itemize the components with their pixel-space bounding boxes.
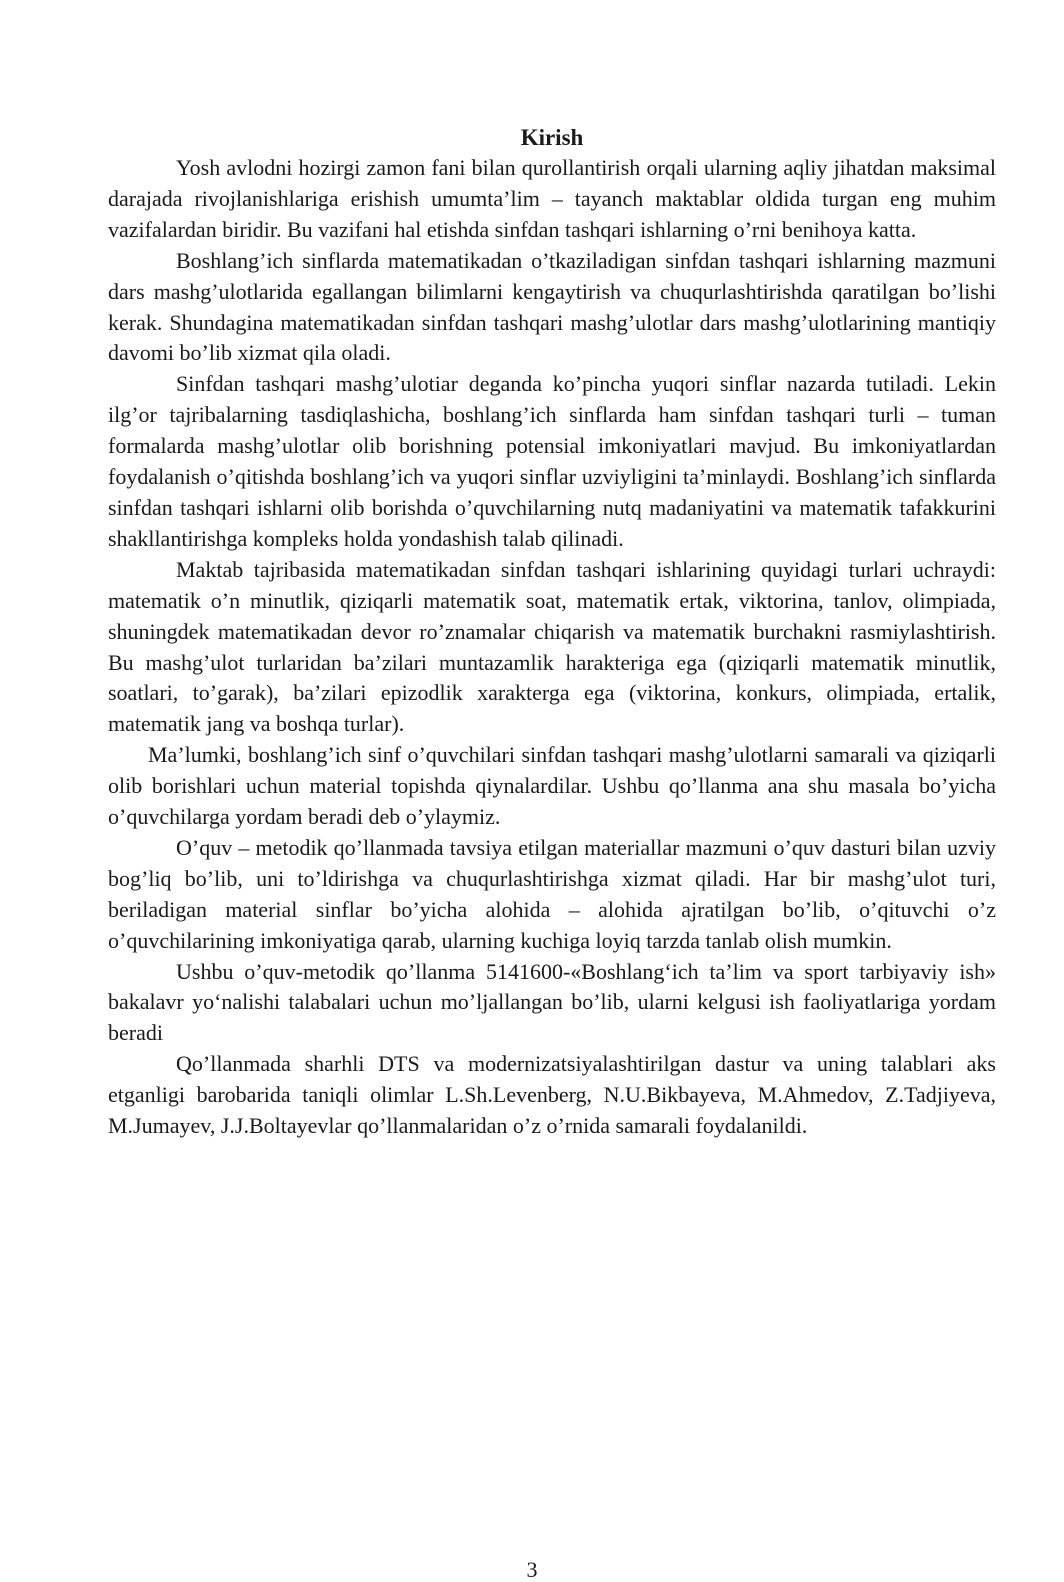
page-number: 3 xyxy=(526,1557,538,1582)
paragraph-7: Ushbu o’quv-metodik qo’llanma 5141600-«Boshlang‘ich ta’lim va sport tarbiyaviy ish» bakalavr yo‘nalishi talabalari uchun mo’ljallangan bo’lib, ularni kelgusi ish faoliyatlariga yordam beradi xyxy=(108,958,996,1046)
paragraph-1: Yosh avlodni hozirgi zamon fani bilan qurollantirish orqali ularning aqliy jihatdan maksimal darajada rivojlanishlariga erishish umumta’lim – tayanch maktablar oldida turgan eng muhim vazifalardan biridir. Bu vazifani hal etishda sinfdan tashqari ishlarning o’rni benihoya katta. xyxy=(108,155,996,242)
paragraph-3: Sinfdan tashqari mashg’ulotiar deganda ko’pincha yuqori sinflar nazarda tutiladi. Lekin ilg’or tajribalarning tasdiqlashicha, boshlang’ich sinflarda ham sinfdan tashqari turli – tuman formalarda mashg’ulotlar olib borishning potensial imkoniyatlari mavjud. Bu imkoniyatlardan foydalanish o’qitishda boshlang’ich va yuqori sinflar uzviyligini ta’minlaydi. Boshlang’ich sinflarda sinfdan tashqari ishlarni olib borishda o’quvchilarning nutq madaniyatini va matematik tafakkurini shakllantirishga kompleks holda yondashish talab qilinadi. xyxy=(108,371,996,551)
section-title: Kirish xyxy=(520,125,584,150)
paragraph-2: Boshlang’ich sinflarda matematikadan o’tkaziladigan sinfdan tashqari ishlarning mazmuni dars mashg’ulotlarida egallangan bilimlarni kengaytirish va chuqurlashtirishda qaratilgan bo’lishi kerak. Shundagina matematikadan sinfdan tashqari mashg’ulotlar dars mashg’ulotlarining mantiqiy davomi bo’lib xizmat qila oladi. xyxy=(108,247,996,366)
paragraph-6: O’quv – metodik qo’llanmada tavsiya etilgan materiallar mazmuni o’quv dasturi bilan uzviy bog’liq bo’lib, uni to’ldirishga va chuqurlashtirishga xizmat qiladi. Har bir mashg’ulot turi, beriladigan material sinflar bo’yicha alohida – alohida ajratilgan bo’lib, o’qituvchi o’z o’quvchilarining imkoniyatiga qarab, ularning kuchiga loyiq tarzda tanlab olish mumkin. xyxy=(108,834,996,953)
document-body xyxy=(108,122,996,1142)
paragraph-5: Ma’lumki, boshlang’ich sinf o’quvchilari sinfdan tashqari mashg’ulotlarni samarali va qiziqarli olib borishlari uchun material topishda qiynalardilar. Ushbu qo’llanma ana shu masala bo’yicha o’quvchilarga yordam beradi deb o’ylaymiz. xyxy=(108,742,996,830)
paragraph-4: Maktab tajribasida matematikadan sinfdan tashqari ishlarining quyidagi turlari uchraydi: matematik o’n minutlik, qiziqarli matematik soat, matematik ertak, viktorina, tanlov, olimpiada, shuningdek matematikadan devor ro’znamalar chiqarish va matematik burchakni rasmiylashtirish. Bu mashg’ulot turlaridan ba’zilari muntazamlik harakteriga ega (qiziqarli matematik minutlik, soatlari, to’garak), ba’zilari epizodlik xarakterga ega (viktorina, konkurs, olimpiada, ertalik, matematik jang va boshqa turlar). xyxy=(108,556,996,737)
paragraph-8: Qo’llanmada sharhli DTS va modernizatsiyalashtirilgan dastur va uning talablari aks etganligi barobarida taniqli olimlar L.Sh.Levenberg, N.U.Bikbayeva, M.Ahmedov, Z.Tadjiyeva, M.Jumayev, J.J.Boltayevlar qo’llanmalaridan o’z o’rnida samarali foydalanildi. xyxy=(108,1051,996,1139)
